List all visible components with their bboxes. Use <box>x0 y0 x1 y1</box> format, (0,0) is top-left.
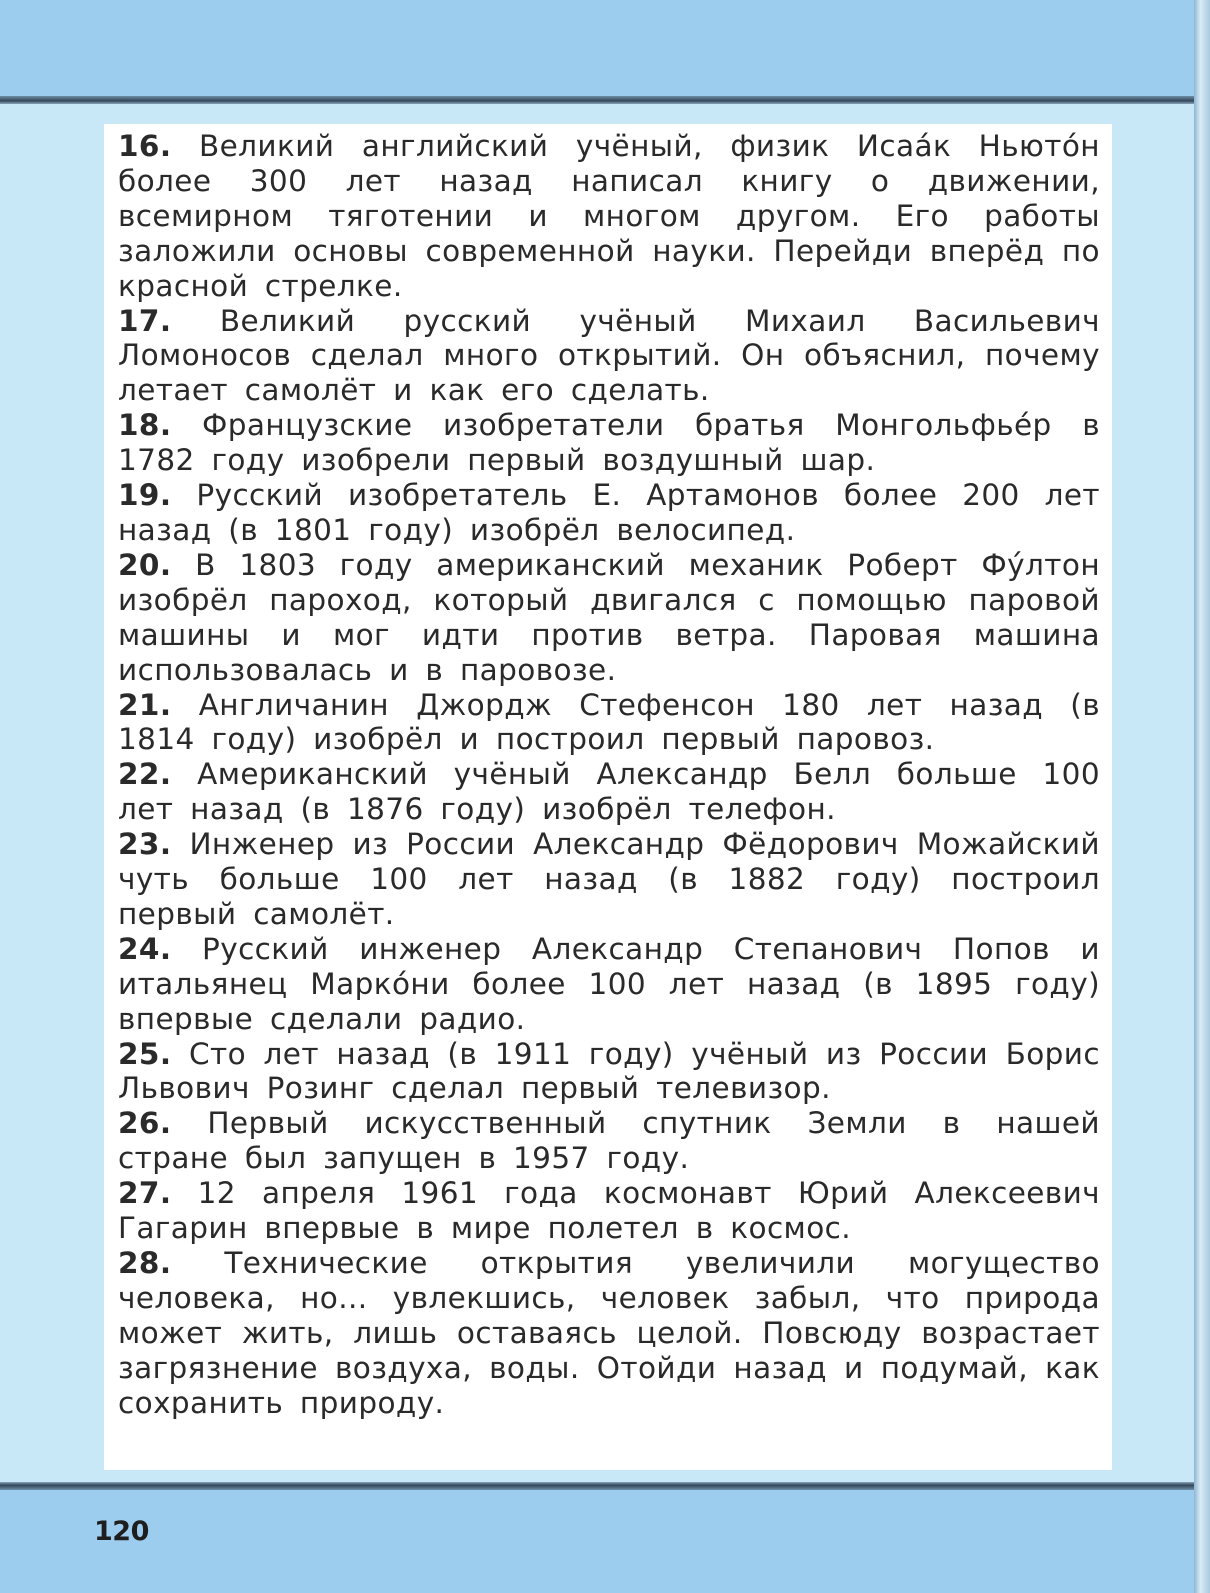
item-number: 19. <box>118 478 172 513</box>
item-number: 25. <box>118 1036 172 1071</box>
item-text: 12 апреля 1961 года космонавт Юрий Алексеевич Гагарин впервые в мире полетел в космос. <box>118 1176 1100 1246</box>
paragraph-28 <box>118 1246 1100 1421</box>
paragraph-21 <box>118 688 1100 758</box>
paragraph-25 <box>118 1037 1100 1107</box>
paragraph-16 <box>118 129 1100 304</box>
item-text: Французские изобретатели братья Монгольфьéр в 1782 году изобрели первый воздушный шар. <box>118 408 1100 478</box>
paragraph-20 <box>118 548 1100 688</box>
item-text: Великий английский учёный, физик Исаáк Ньютóн более 300 лет назад написал книгу о движении, всемирном тяготении и многом другом. Его работы заложили основы современной науки. Перейди вперёд по красной стрелке. <box>118 129 1100 303</box>
item-text: Технические открытия увеличили могущество человека, но... увлекшись, человек забыл, что природа может жить, лишь оставаясь целой. Повсюду возрастает загрязнение воздуха, воды. Отойди назад и подумай, как сохранить природу. <box>118 1246 1100 1420</box>
item-number: 20. <box>118 547 172 582</box>
item-text: Первый искусственный спутник Земли в нашей стране был запущен в 1957 году. <box>118 1106 1100 1176</box>
item-text: Русский изобретатель Е. Артамонов более 200 лет назад (в 1801 году) изобрёл велосипед. <box>118 478 1101 547</box>
item-number: 16. <box>118 129 172 163</box>
paragraph-17 <box>118 304 1100 409</box>
item-text: Американский учёный Александр Белл больше 100 лет назад (в 1876 году) изобрёл телефон. <box>118 757 1101 827</box>
footer-band <box>0 1490 1194 1593</box>
paragraph-23 <box>118 827 1100 932</box>
item-number: 17. <box>118 303 172 338</box>
item-text: Инженер из России Александр Фёдорович Можайский чуть больше 100 лет назад (в 1882 году) построил первый самолёт. <box>118 827 1101 931</box>
paragraph-27 <box>118 1176 1100 1246</box>
paragraph-18 <box>118 408 1100 478</box>
header-band <box>0 0 1194 100</box>
item-number: 28. <box>118 1246 172 1280</box>
footer-rule <box>0 1482 1194 1490</box>
item-number: 21. <box>118 687 172 722</box>
page-edge <box>1194 0 1210 1593</box>
item-number: 22. <box>118 757 172 792</box>
header-rule <box>0 96 1194 104</box>
item-number: 24. <box>118 931 172 966</box>
item-text: Сто лет назад (в 1911 году) учёный из России Борис Львович Розинг сделал первый телевизор. <box>118 1036 1101 1106</box>
item-text: Великий русский учёный Михаил Васильевич Ломоносов сделал много открытий. Он объяснил, почему летает самолёт и как его сделать. <box>118 303 1100 408</box>
page-content <box>118 129 1100 1421</box>
paragraph-26 <box>118 1106 1100 1176</box>
item-number: 27. <box>118 1176 172 1211</box>
item-text: В 1803 году американский механик Роберт Фýлтон изобрёл пароход, который двигался с помощью паровой машины и мог идти против ветра. Паровая машина использовалась и в паровозе. <box>118 547 1100 687</box>
page-number: 120 <box>94 1516 149 1547</box>
item-number: 26. <box>118 1106 172 1141</box>
paragraph-19 <box>118 478 1100 548</box>
item-number: 18. <box>118 408 172 443</box>
item-number: 23. <box>118 827 172 862</box>
item-text: Русский инженер Александр Степанович Попов и итальянец Маркóни более 100 лет назад (в 1895 году) впервые сделали радио. <box>118 931 1100 1036</box>
paragraph-22 <box>118 757 1100 827</box>
paragraph-24 <box>118 932 1100 1037</box>
item-text: Англичанин Джордж Стефенсон 180 лет назад (в 1814 году) изобрёл и построил первый паровоз. <box>118 687 1101 757</box>
